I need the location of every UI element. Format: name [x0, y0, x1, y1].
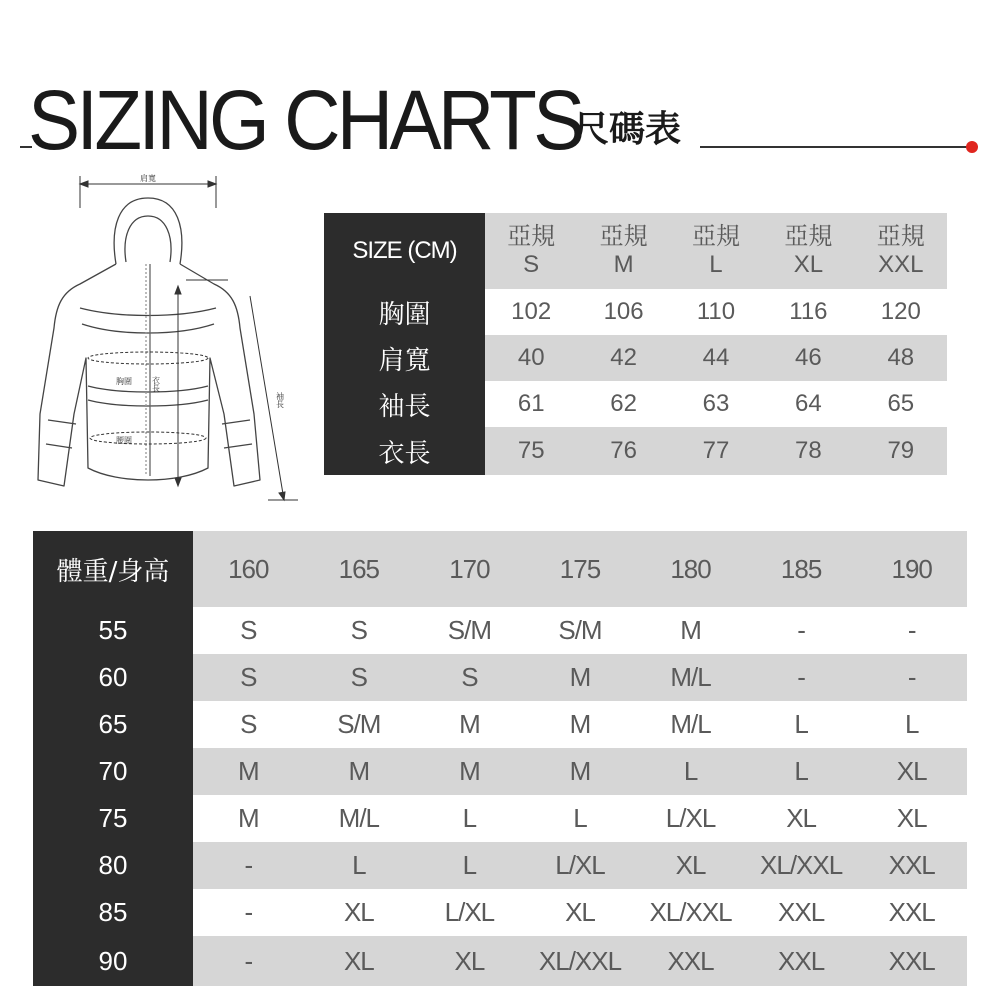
fit-cell: XL/XXL [538, 945, 622, 976]
measurement-row-label: 衣長 [378, 438, 431, 469]
measurement-cell: 120 [880, 298, 921, 326]
measurement-cell: 79 [887, 437, 915, 465]
height-header-cell: 175 [559, 553, 601, 584]
fit-cell: - [907, 662, 916, 692]
fit-cell: S [461, 662, 478, 692]
height-header-cell: 180 [670, 553, 711, 584]
sleeve-length-label: 袖長 [275, 392, 285, 408]
fit-cell: XXL [888, 945, 935, 976]
fit-cell: XXL [667, 945, 714, 976]
fit-row [193, 936, 967, 986]
fit-cell: M [569, 709, 591, 739]
height-header-cell: 185 [780, 553, 822, 584]
weight-row-label: 85 [98, 897, 128, 927]
measurement-cell: 48 [887, 344, 915, 372]
fit-grid-table [33, 531, 967, 986]
fit-row [193, 748, 967, 795]
measurement-cell: 106 [603, 298, 644, 326]
fit-cell: S [350, 662, 368, 692]
fit-cell: L [683, 756, 698, 786]
height-header-cell: 190 [891, 553, 932, 584]
page-subtitle: 尺碼表 [573, 109, 682, 150]
fit-cell: S [240, 615, 257, 645]
weight-row-label: 60 [98, 662, 128, 692]
measurement-cell: 78 [795, 437, 822, 465]
fit-cell: XL/XXL [649, 897, 732, 927]
fit-cell: M [237, 756, 259, 786]
measurement-cell: 63 [702, 390, 730, 418]
fit-cell: XL [675, 850, 706, 880]
shoulder-label: 肩寬 [140, 174, 156, 183]
fit-row [193, 842, 967, 889]
hooded-jacket-outline-icon [18, 168, 318, 508]
fit-cell: M [459, 709, 480, 739]
fit-cell: - [797, 662, 805, 692]
measurement-cell: 46 [795, 344, 822, 372]
fit-cell: XL [343, 897, 374, 927]
measurement-cell: 116 [789, 298, 828, 326]
fit-cell: L/XL [444, 897, 495, 927]
fit-cell: - [907, 615, 916, 645]
fit-cell: XL [565, 897, 595, 927]
fit-cell: L/XL [555, 850, 605, 880]
fit-cell: S [240, 709, 257, 739]
fit-cell: XL [896, 803, 927, 833]
fit-cell: M/L [670, 662, 711, 692]
title-rule [700, 146, 970, 148]
size-column-header: 亞規 L [691, 222, 740, 278]
fit-cell: XL [896, 756, 927, 786]
measurement-cell: 44 [702, 344, 730, 372]
fit-cell: L [794, 756, 808, 786]
fit-cell: S [240, 662, 257, 692]
fit-cell: M [348, 756, 370, 786]
accent-dot [966, 141, 978, 153]
fit-cell: L [573, 803, 587, 833]
size-column-header: 亞規 M [599, 222, 648, 278]
fit-cell: - [244, 850, 253, 880]
measurement-cell: 42 [610, 344, 637, 372]
measurement-table [324, 213, 947, 475]
fit-cell: XXL [888, 897, 935, 927]
size-column-header: 亞規 XXL [876, 222, 925, 278]
measurement-cell: 65 [887, 390, 915, 418]
measurement-cell: 40 [517, 344, 545, 372]
height-header-cell: 165 [338, 553, 380, 584]
fit-row [193, 607, 967, 654]
fit-cell: S/M [558, 615, 602, 645]
fit-cell: L [462, 803, 477, 833]
fit-cell: L [462, 850, 477, 880]
page-title: SIZING CHARTS [28, 73, 582, 167]
height-header-row [193, 531, 967, 607]
fit-cell: - [244, 945, 253, 976]
fit-cell: L/XL [665, 803, 716, 833]
measurement-cell: 76 [610, 437, 637, 465]
fit-cell: L [904, 709, 919, 739]
waist-label: 腰圍 [116, 436, 132, 445]
measurement-row-label: 袖長 [378, 391, 431, 422]
fit-cell: S/M [447, 615, 492, 645]
measurement-cell: 64 [795, 390, 822, 418]
fit-cell: S [350, 615, 368, 645]
measurement-cell: 77 [702, 437, 730, 465]
measurement-cell: 61 [517, 390, 545, 418]
weight-row-label: 70 [98, 756, 128, 786]
measurement-row [485, 427, 947, 475]
fit-row [193, 889, 967, 936]
fit-row [193, 795, 967, 842]
fit-cell: XL [454, 945, 485, 976]
height-header-cell: 170 [449, 553, 490, 584]
weight-height-label: 體重/身高 [56, 556, 170, 587]
weight-row-label: 55 [98, 615, 128, 645]
fit-cell: M [459, 756, 480, 786]
weight-row-label: 90 [98, 945, 128, 976]
fit-cell: XXL [778, 945, 825, 976]
size-unit-label: SIZE (CM) [352, 237, 457, 264]
measurement-cell: 102 [511, 298, 552, 326]
fit-cell: M [680, 615, 701, 645]
measurement-cell: 110 [696, 298, 736, 326]
measurement-cell: 75 [517, 437, 545, 465]
fit-cell: XL/XXL [760, 850, 843, 880]
measurement-row [485, 335, 947, 381]
height-header-cell: 160 [228, 553, 269, 584]
chest-label: 胸圍 [116, 377, 132, 386]
measurement-row [485, 289, 947, 335]
fit-cell: - [797, 615, 805, 645]
measurement-header-row [485, 213, 947, 289]
fit-cell: M/L [338, 803, 380, 833]
fit-cell: M [569, 662, 591, 692]
fit-cell: L [352, 850, 366, 880]
weight-row-label: 80 [98, 850, 128, 880]
weight-row-label: 75 [98, 803, 128, 833]
body-length-label: 衣長 [151, 376, 161, 392]
measurement-row-label: 胸圍 [378, 299, 431, 330]
measurement-row [485, 381, 947, 427]
fit-cell: L [794, 709, 808, 739]
fit-cell: M [569, 756, 591, 786]
fit-cell: S/M [337, 709, 381, 739]
fit-cell: M [237, 803, 259, 833]
fit-cell: XXL [888, 850, 935, 880]
fit-row [193, 654, 967, 701]
size-column-header: 亞規 XL [784, 222, 833, 278]
fit-cell: M/L [670, 709, 711, 739]
fit-cell: XXL [778, 897, 825, 927]
fit-cell: XL [786, 803, 817, 833]
measurement-row-label: 肩寬 [378, 345, 431, 376]
measurement-cell: 62 [610, 390, 637, 418]
weight-row-label: 65 [98, 709, 128, 739]
size-column-header: 亞規 S [507, 222, 556, 278]
fit-cell: XL [343, 945, 374, 976]
fit-row [193, 701, 967, 748]
fit-cell: - [244, 897, 253, 927]
